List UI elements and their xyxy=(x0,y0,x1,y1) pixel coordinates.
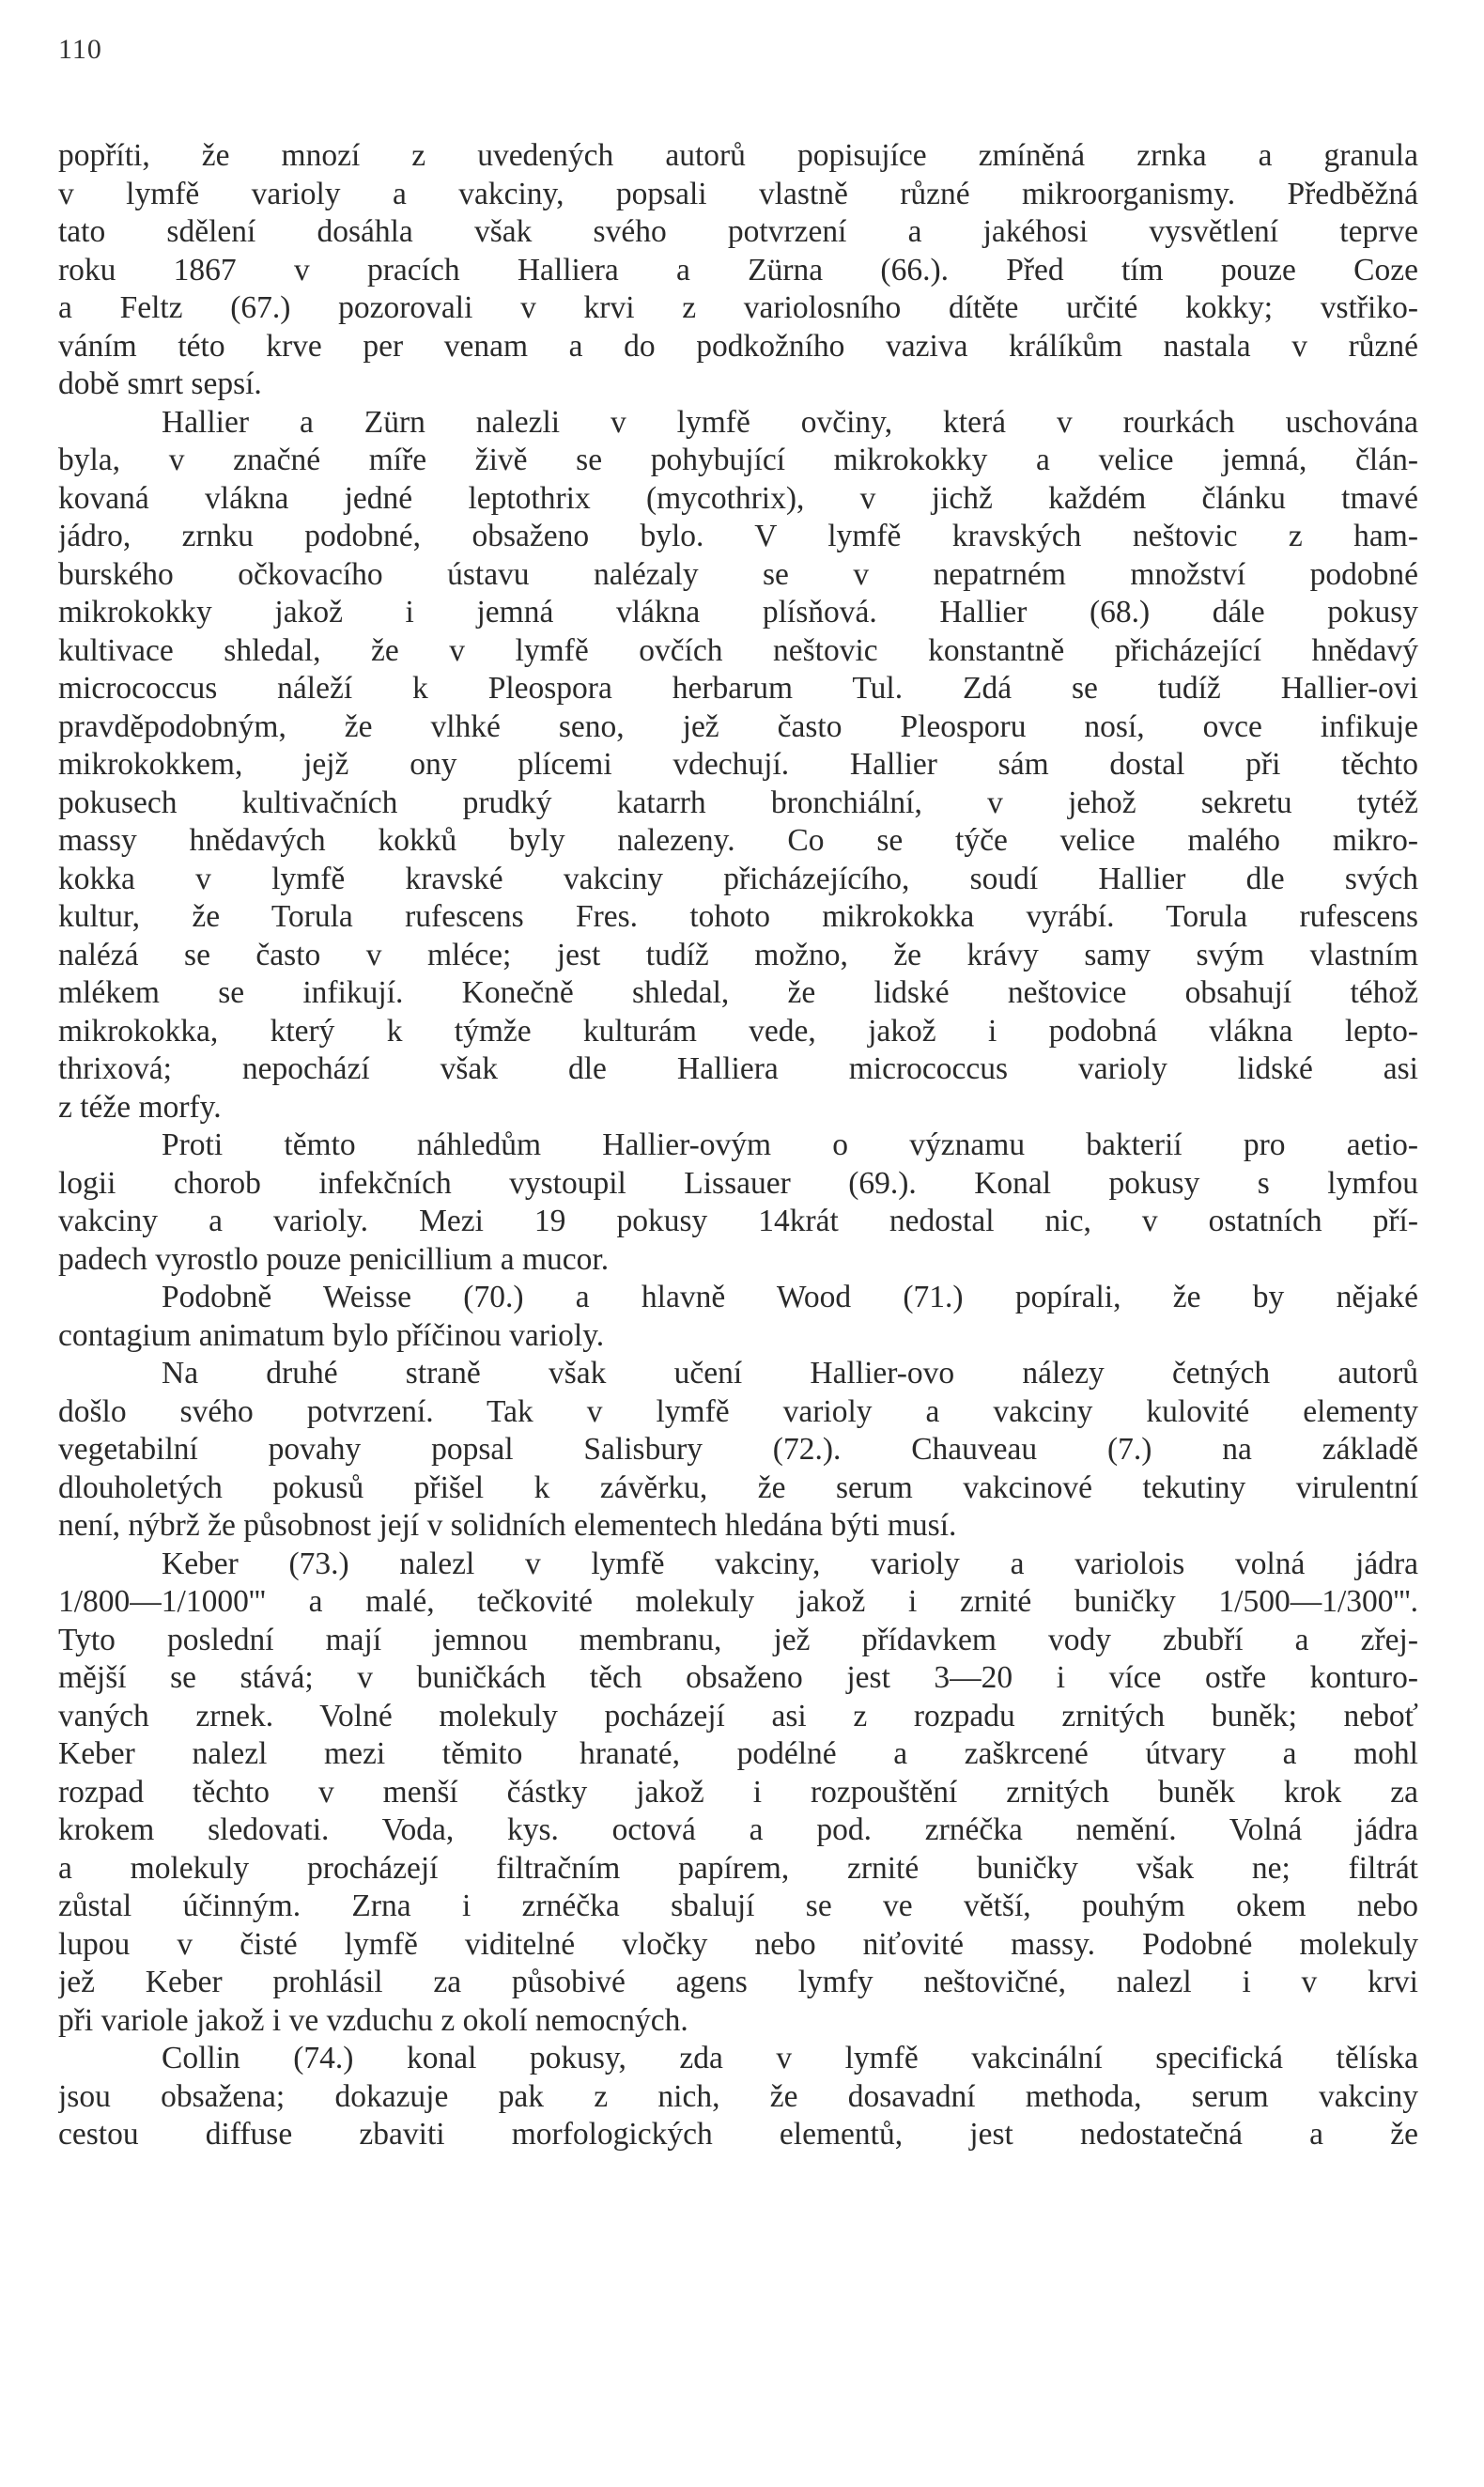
text-line: době smrt sepsí. xyxy=(58,366,262,401)
text-line: lupou v čisté lymfě viditelné vločky nebo niťovité massy. Podobné molekuly xyxy=(58,1926,1418,1962)
body-text xyxy=(58,137,1418,2154)
text-line: kokka v lymfě kravské vakciny přicházejícího, soudí Hallier dle svých xyxy=(58,861,1418,896)
text-line: pravděpodobným, že vlhké seno, jež často Pleosporu nosí, ovce infikuje xyxy=(58,708,1418,744)
text-line: byla, v značné míře živě se pohybující mikrokokky a velice jemná, člán- xyxy=(58,443,1418,477)
text-line: massy hnědavých kokků byly nalezeny. Co se týče velice malého mikro- xyxy=(58,823,1418,858)
text-line: vegetabilní povahy popsal Salisbury (72.). Chauveau (7.) na základě xyxy=(58,1432,1418,1467)
text-line: thrixová; nepochází však dle Halliera micrococcus varioly lidské asi xyxy=(58,1051,1418,1086)
text-line: krokem sledovati. Voda, kys. octová a pod. zrnéčka nemění. Volná jádra xyxy=(58,1812,1418,1847)
page-number: 110 xyxy=(58,34,102,65)
text-line: jež Keber prohlásil za působivé agens lymfy neštovičné, nalezl i v krvi xyxy=(58,1965,1418,1999)
paragraph xyxy=(58,1355,1418,1546)
text-line: není, nýbrž že působnost její v solidních elementech hledána býti musí. xyxy=(58,1508,957,1543)
text-line: kovaná vlákna jedné leptothrix (mycothrix), v jichž každém článku tmavé xyxy=(58,480,1418,516)
text-line: roku 1867 v pracích Halliera a Zürna (66.). Před tím pouze Coze xyxy=(58,252,1418,288)
text-line: Na druhé straně však učení Hallier-ovo nálezy četných autorů xyxy=(162,1356,1418,1391)
paragraph xyxy=(58,1127,1418,1279)
text-line: rozpad těchto v menší částky jakož i rozpouštění zrnitých buněk krok za xyxy=(58,1774,1418,1810)
text-line: Hallier a Zürn nalezli v lymfě ovčiny, která v rourkách uschována xyxy=(162,404,1418,440)
text-line: Keber nalezl mezi těmito hranaté, podélné a zaškrcené útvary a mohl xyxy=(58,1736,1418,1771)
text-line: jsou obsažena; dokazuje pak z nich, že dosavadní methoda, serum vakciny xyxy=(58,2078,1418,2114)
text-line: micrococcus náleží k Pleospora herbarum Tul. Zdá se tudíž Hallier-ovi xyxy=(58,671,1418,706)
paragraph xyxy=(58,1279,1418,1355)
text-line: mější se stává; v buničkách těch obsaženo jest 3—20 i více ostře konturo- xyxy=(58,1660,1418,1695)
text-line: a molekuly procházejí filtračním papírem, zrnité buničky však ne; filtrát xyxy=(58,1850,1418,1886)
text-line: Collin (74.) konal pokusy, zda v lymfě vakcinální specifická tělíska xyxy=(162,2041,1418,2075)
text-line: v lymfě varioly a vakciny, popsali vlastně různé mikroorganismy. Předběžná xyxy=(58,176,1418,211)
paragraph xyxy=(58,404,1418,1127)
text-line: nalézá se často v mléce; jest tudíž možno, že krávy samy svým vlastním xyxy=(58,937,1418,972)
text-line: došlo svého potvrzení. Tak v lymfě varioly a vakciny kulovité elementy xyxy=(58,1393,1418,1429)
text-line: mikrokokkem, jejž ony plícemi vdechují. Hallier sám dostal při těchto xyxy=(58,747,1418,782)
text-line: padech vyrostlo pouze penicillium a mucor. xyxy=(58,1241,610,1277)
text-line: Podobně Weisse (70.) a hlavně Wood (71.) popírali, že by nějaké xyxy=(162,1280,1418,1314)
text-line: cestou diffuse zbaviti morfologických elementů, jest nedostatečná a že xyxy=(58,2117,1418,2152)
text-line: vaných zrnek. Volné molekuly pocházejí asi z rozpadu zrnitých buněk; neboť xyxy=(58,1698,1418,1733)
paragraph xyxy=(58,137,1418,404)
text-line: logii chorob infekčních vystoupil Lissauer (69.). Konal pokusy s lymfou xyxy=(58,1165,1418,1201)
text-line: popříti, že mnozí z uvedených autorů popisujíce zmíněná zrnka a granula xyxy=(58,138,1418,173)
text-line: při variole jakož i ve vzduchu z okolí nemocných. xyxy=(58,2002,688,2038)
text-line: Tyto poslední mají jemnou membranu, jež přídavkem vody zbubří a zřej- xyxy=(58,1622,1418,1657)
paragraph xyxy=(58,2040,1418,2154)
text-line: mikrokokky jakož i jemná vlákna plísňová. Hallier (68.) dále pokusy xyxy=(58,595,1418,630)
text-line: kultur, že Torula rufescens Fres. tohoto mikrokokka vyrábí. Torula rufescens xyxy=(58,899,1418,934)
text-line: zůstal účinným. Zrna i zrnéčka sbalují se ve větší, pouhým okem nebo xyxy=(58,1889,1418,1923)
text-line: dlouholetých pokusů přišel k závěrku, že serum vakcinové tekutiny virulentní xyxy=(58,1469,1418,1505)
text-line: 1/800—1/1000''' a malé, tečkovité molekuly jakož i zrnité buničky 1/500—1/300'''. xyxy=(58,1584,1418,1619)
text-line: mikrokokka, který k týmže kulturám vede, jakož i podobná vlákna lepto- xyxy=(58,1013,1418,1049)
paragraph xyxy=(58,1546,1418,2041)
text-line: a Feltz (67.) pozorovali v krvi z variolosního dítěte určité kokky; vstřiko- xyxy=(58,290,1418,325)
text-line: contagium animatum bylo příčinou varioly. xyxy=(58,1317,605,1353)
text-line: Proti těmto náhledům Hallier-ovým o významu bakterií pro aetio- xyxy=(162,1127,1418,1162)
text-line: váním této krve per venam a do podkožního vaziva králíkům nastala v různé xyxy=(58,328,1418,364)
text-line: vakciny a varioly. Mezi 19 pokusy 14krát nedostal nic, v ostatních pří- xyxy=(58,1204,1418,1238)
text-line: kultivace shledal, že v lymfě ovčích neštovic konstantně přicházející hnědavý xyxy=(58,632,1418,668)
text-line: pokusech kultivačních prudký katarrh bronchiální, v jehož sekretu tytéž xyxy=(58,785,1418,820)
text-line: tato sdělení dosáhla však svého potvrzení a jakéhosi vysvětlení teprve xyxy=(58,214,1418,249)
text-line: mlékem se infikují. Konečně shledal, že lidské neštovice obsahují téhož xyxy=(58,975,1418,1010)
text-line: Keber (73.) nalezl v lymfě vakciny, varioly a variolois volná jádra xyxy=(162,1546,1418,1581)
text-line: jádro, zrnku podobné, obsaženo bylo. V lymfě kravských neštovic z ham- xyxy=(58,519,1418,553)
text-line: burského očkovacího ústavu nalézaly se v nepatrném množství podobné xyxy=(58,556,1418,592)
text-line: z téže morfy. xyxy=(58,1089,222,1125)
